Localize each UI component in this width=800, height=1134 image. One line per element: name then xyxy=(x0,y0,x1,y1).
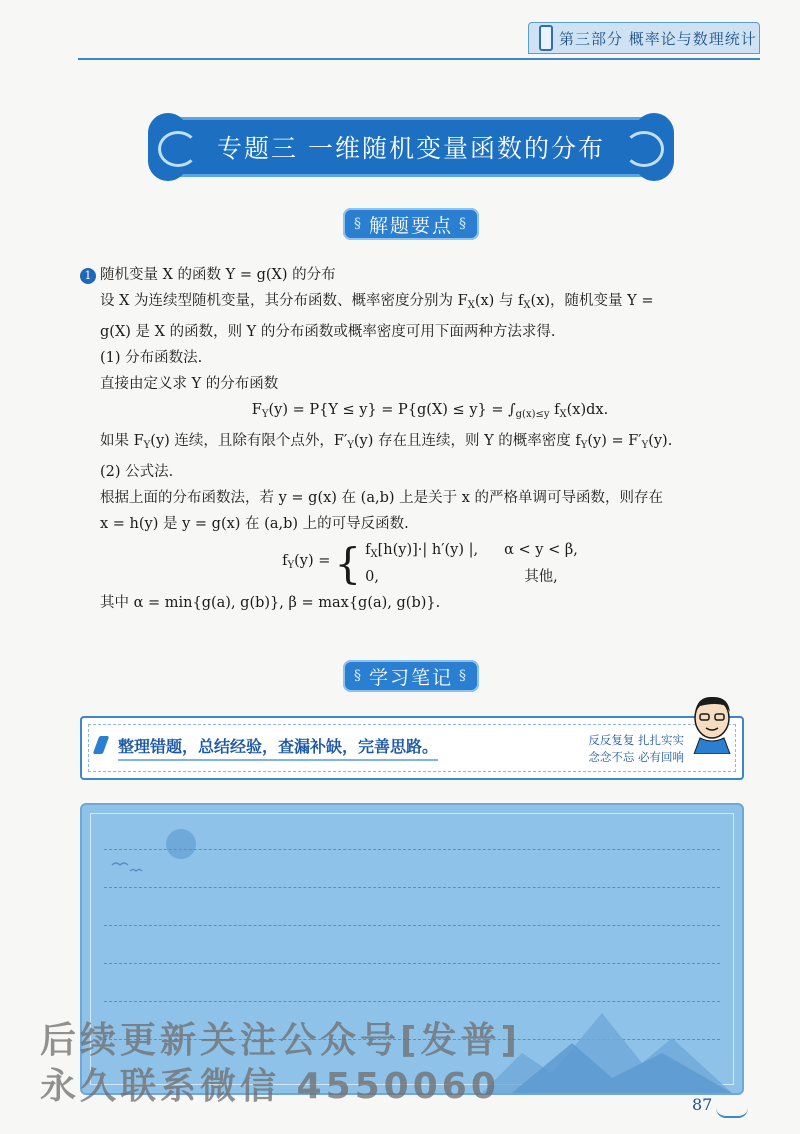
case-2: 0, xyxy=(365,569,379,585)
motto-line-2: 念念不忘 必有回响 xyxy=(588,750,684,764)
case-1 xyxy=(365,539,478,566)
watermark-line-2: 永久联系微信 4550060 xyxy=(40,1066,500,1107)
subscript: Y xyxy=(580,440,588,451)
study-notes-label: 学习笔记 xyxy=(368,666,453,689)
swirl-icon: § xyxy=(353,668,363,684)
key-points-heading xyxy=(343,208,479,240)
wave-icon xyxy=(716,1108,748,1118)
watermark-line-1: 后续更新关注公众号[发普] xyxy=(40,1020,521,1061)
subscript: X xyxy=(523,300,531,311)
paragraph-5: x = h(y) 是 y = g(x) 在 (a,b) 上的可导反函数. xyxy=(100,516,409,532)
subscript: Y xyxy=(143,440,151,451)
formula-cdf xyxy=(100,397,760,428)
swirl-icon: § xyxy=(459,668,468,684)
study-notes-heading xyxy=(343,660,479,692)
subscript: Y xyxy=(261,409,269,420)
text: (x) 与 f xyxy=(474,293,524,309)
text: 如果 F xyxy=(100,433,144,449)
paragraph-2: g(X) 是 X 的函数，则 Y 的分布函数或概率密度可用下面两种方法求得. xyxy=(100,324,556,340)
text: (y) = F′ xyxy=(587,433,642,449)
text: 设 X 为连续型随机变量，其分布函数、概率密度分别为 F xyxy=(100,293,468,309)
text: f xyxy=(549,402,560,418)
integral-limit: g(x)≤y xyxy=(515,409,550,420)
text: (y) = P{Y ≤ y} = P{g(X) ≤ y} = ∫ xyxy=(268,402,516,418)
notes-message: 整理错题，总结经验，查漏补缺，完善思路。 xyxy=(118,734,438,761)
brace-symbol: { xyxy=(334,538,362,588)
method-2-heading: (2) 公式法. xyxy=(100,464,174,480)
subscript: X xyxy=(370,549,378,560)
item-heading: 随机变量 X 的函数 Y = g(X) 的分布 xyxy=(100,267,336,283)
text: [h(y)]·| h′(y) |, xyxy=(377,542,479,558)
note-line xyxy=(104,887,720,888)
subscript: X xyxy=(467,300,475,311)
swirl-icon: § xyxy=(353,216,363,232)
birds-icon xyxy=(110,855,150,875)
motto xyxy=(588,732,684,766)
subscript: Y xyxy=(347,440,354,451)
teacher-avatar-icon xyxy=(686,692,738,754)
subscript: Y xyxy=(287,560,295,571)
sun-icon xyxy=(166,829,196,859)
key-points-body xyxy=(100,262,760,616)
condition-2: 其他, xyxy=(524,569,558,585)
page-title: 专题三 一维随机变量函数的分布 xyxy=(217,134,605,163)
method-1-heading: (1) 分布函数法. xyxy=(100,350,203,366)
paragraph-4: 根据上面的分布函数法，若 y = g(x) 在 (a,b) 上是关于 x 的严格单调可导函数，则存在 xyxy=(100,490,664,506)
header-rule xyxy=(78,58,760,60)
subscript: Y xyxy=(641,440,649,451)
page-number: 87 xyxy=(692,1095,713,1114)
notes-banner xyxy=(80,716,744,780)
text: (y) 存在且连续，则 Y 的概率密度 f xyxy=(353,433,581,449)
method-1-text: 直接由定义求 Y 的分布函数 xyxy=(100,376,279,392)
text: (x)，随机变量 Y = xyxy=(530,293,654,309)
text: F xyxy=(251,402,262,418)
cases xyxy=(365,539,578,588)
item-number-badge: 1 xyxy=(80,268,96,284)
text: (y) 连续，且除有限个点外，F′ xyxy=(150,433,348,449)
text: f xyxy=(365,542,371,558)
paragraph-6: 其中 α = min{g(a), g(b)}, β = max{g(a), g(b)}. xyxy=(100,595,441,611)
paragraph-3 xyxy=(100,428,760,459)
motto-line-1: 反反复复 扎扎实实 xyxy=(588,733,684,747)
subscript: X xyxy=(559,409,567,420)
note-line xyxy=(104,963,720,964)
cloud-ornament-icon xyxy=(158,131,198,167)
formula-piecewise xyxy=(100,539,760,588)
header-section-label: 第三部分 概率论与数理统计 xyxy=(559,29,757,48)
note-line xyxy=(104,849,720,850)
note-line xyxy=(104,925,720,926)
condition-1: α < y < β, xyxy=(504,542,578,558)
swirl-icon: § xyxy=(459,216,468,232)
text: (y). xyxy=(648,433,673,449)
title-banner xyxy=(170,117,652,177)
text: (x)dx. xyxy=(566,402,609,418)
text xyxy=(282,548,330,579)
cloud-ornament-icon xyxy=(624,131,664,167)
text: (y) = xyxy=(294,553,331,569)
key-points-label: 解题要点 xyxy=(368,214,453,237)
paragraph-1 xyxy=(100,288,760,319)
header-section-tab xyxy=(528,22,760,54)
scroll-icon xyxy=(539,25,553,51)
text: f xyxy=(282,553,288,569)
